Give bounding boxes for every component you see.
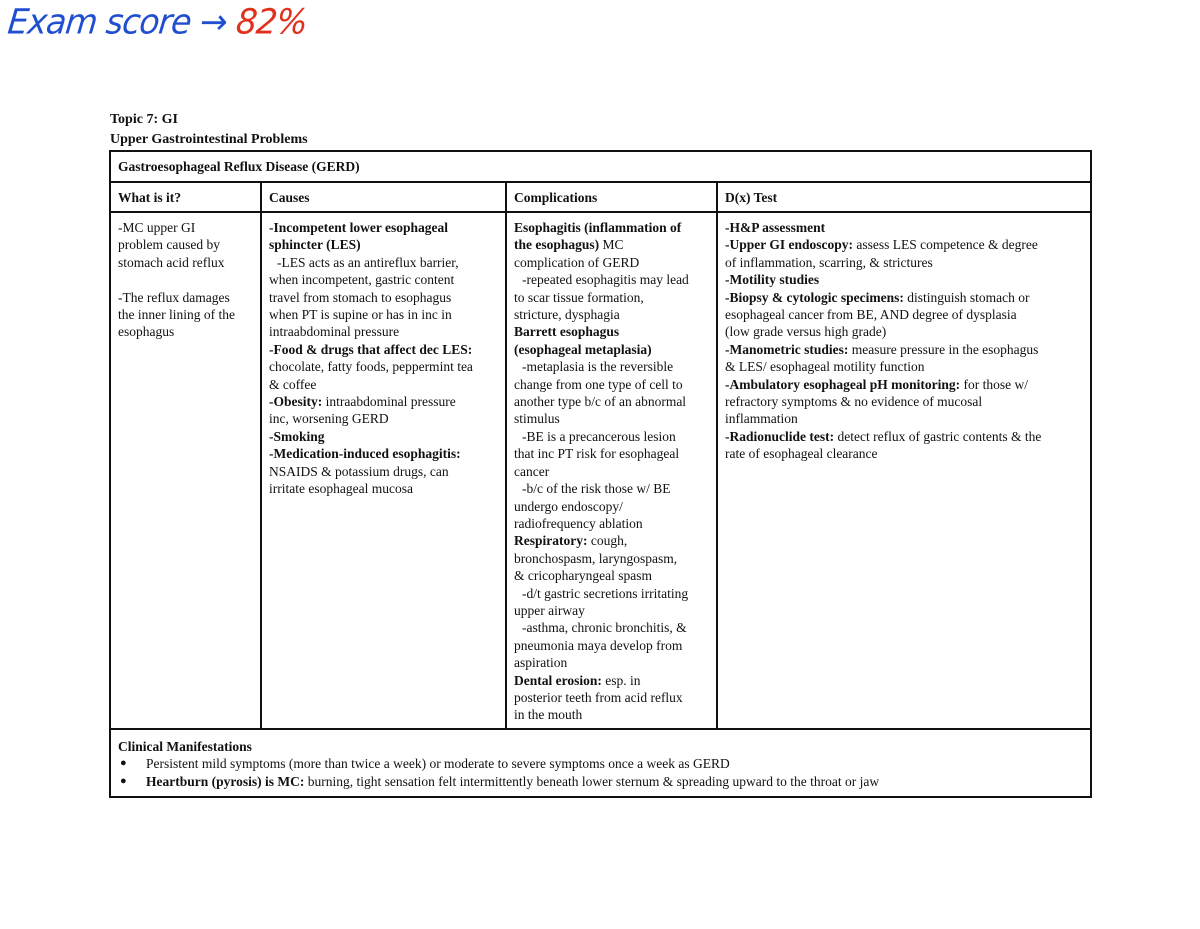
line-text: & coffee — [269, 376, 317, 392]
bold-term: -Manometric studies: — [725, 341, 849, 357]
line-text: for those w/ — [960, 376, 1029, 392]
line-text: esp. in — [601, 672, 641, 688]
column-header-what-is-it: What is it? — [110, 182, 261, 212]
cell-line — [514, 619, 710, 636]
cell-line — [269, 306, 499, 323]
bold-term: -Medication-induced esophagitis: — [269, 446, 461, 462]
line-text: -asthma, chronic bronchitis, & — [522, 620, 687, 636]
line-text: change from one type of cell to — [514, 376, 683, 392]
line-text: stomach acid reflux — [118, 254, 225, 270]
line-text: rate of esophageal clearance — [725, 446, 878, 462]
line-text: Persistent mild symptoms (more than twice a week) or moderate to severe symptoms once a week as GERD — [146, 756, 730, 772]
cell-line — [725, 445, 1084, 462]
line-text: posterior teeth from acid reflux — [514, 689, 683, 705]
line-text: intraabdominal pressure — [322, 394, 456, 410]
bold-term: the esophagus) — [514, 237, 600, 253]
line-text: NSAIDS & potassium drugs, can — [269, 463, 449, 479]
line-text: measure pressure in the esophagus — [848, 341, 1039, 357]
cell-line — [269, 254, 499, 271]
gerd-table — [109, 150, 1092, 798]
cell-line — [118, 306, 254, 323]
cell-line — [725, 376, 1084, 393]
line-text: cancer — [514, 463, 550, 479]
cell-line — [269, 463, 499, 480]
bold-term: (esophageal metaplasia) — [514, 341, 652, 357]
bold-term: sphincter (LES) — [269, 237, 361, 253]
line-text: intraabdominal pressure — [269, 324, 400, 340]
cell-line — [118, 271, 254, 288]
cell-line — [118, 323, 254, 340]
cell-line — [725, 289, 1084, 306]
line-text: in the mouth — [514, 707, 583, 723]
line-text: inflammation — [725, 411, 798, 427]
cell-line — [514, 498, 710, 515]
cell-line — [514, 706, 710, 723]
cell-line — [269, 358, 499, 375]
topic-heading: Topic 7: GI — [110, 112, 178, 127]
line-text: pneumonia maya develop from — [514, 637, 683, 653]
bold-term: Barrett esophagus — [514, 324, 620, 340]
cell-line — [514, 567, 710, 584]
line-text: irritate esophageal mucosa — [269, 481, 413, 497]
line-text: when incompetent, gastric content — [269, 272, 455, 288]
cell-line — [514, 376, 710, 393]
cell-line — [269, 480, 499, 497]
cell-line — [514, 236, 710, 253]
line-text: upper airway — [514, 602, 585, 618]
line-text: travel from stomach to esophagus — [269, 289, 452, 305]
cell-line — [725, 236, 1084, 253]
cell-line — [118, 254, 254, 271]
line-text: inc, worsening GERD — [269, 411, 389, 427]
bold-term: Heartburn (pyrosis) is MC: — [146, 773, 305, 789]
line-text: of inflammation, scarring, & strictures — [725, 254, 933, 270]
cell-line — [514, 393, 710, 410]
line-text: bronchospasm, laryngospasm, — [514, 550, 678, 566]
cell-line — [514, 410, 710, 427]
cell-dx-test — [717, 212, 1091, 729]
line-text: -repeated esophagitis may lead — [522, 272, 689, 288]
cell-line — [725, 306, 1084, 323]
cell-line — [514, 306, 710, 323]
line-text: problem caused by — [118, 237, 220, 253]
line-text: cough, — [587, 533, 628, 549]
cell-line — [269, 341, 499, 358]
cell-line — [725, 219, 1084, 236]
cell-line — [725, 271, 1084, 288]
line-text: the inner lining of the — [118, 307, 235, 323]
cell-line — [725, 358, 1084, 375]
line-text: detect reflux of gastric contents & the — [834, 428, 1042, 444]
cell-line — [514, 689, 710, 706]
cell-line — [269, 236, 499, 253]
cell-line — [118, 289, 254, 306]
line-text: & cricopharyngeal spasm — [514, 568, 652, 584]
line-text: that inc PT risk for esophageal — [514, 446, 680, 462]
cell-line — [514, 550, 710, 567]
cell-line — [514, 463, 710, 480]
line-text: -The reflux damages — [118, 289, 230, 305]
line-text: -metaplasia is the reversible — [522, 359, 674, 375]
column-header-causes: Causes — [261, 182, 506, 212]
cell-line — [725, 323, 1084, 340]
exam-score-value: 82% — [234, 1, 309, 42]
table-title: Gastroesophageal Reflux Disease (GERD) — [110, 151, 1091, 182]
cell-line — [269, 219, 499, 236]
clinical-manifestations-title: Clinical Manifestations — [118, 739, 252, 754]
line-text: aspiration — [514, 655, 568, 671]
bold-term: -Ambulatory esophageal pH monitoring: — [725, 376, 961, 392]
exam-score-annotation — [6, 1, 309, 43]
cell-what-is-it — [110, 212, 261, 729]
line-text: esophageal cancer from BE, AND degree of dysplasia — [725, 307, 1017, 323]
cell-line — [725, 254, 1084, 271]
cell-causes — [261, 212, 506, 729]
cell-line — [725, 410, 1084, 427]
cell-line — [514, 637, 710, 654]
line-text: chocolate, fatty foods, peppermint tea — [269, 359, 473, 375]
line-text: esophagus — [118, 324, 175, 340]
clinical-manifestations-section — [110, 729, 1091, 797]
cell-line — [514, 289, 710, 306]
cell-line — [725, 393, 1084, 410]
cell-line — [269, 323, 499, 340]
bold-term: -Obesity: — [269, 394, 323, 410]
cell-line — [514, 602, 710, 619]
column-header-dx-test: D(x) Test — [717, 182, 1091, 212]
cell-line — [514, 532, 710, 549]
exam-score-label: Exam score — [5, 1, 193, 42]
cell-line — [269, 376, 499, 393]
cell-line — [514, 480, 710, 497]
bold-term: -Radionuclide test: — [725, 428, 835, 444]
cell-line — [269, 410, 499, 427]
bold-term: Esophagitis (inflammation of — [514, 220, 682, 235]
cell-line — [269, 428, 499, 445]
column-header-complications: Complications — [506, 182, 717, 212]
cell-line — [514, 219, 710, 236]
line-text: assess LES competence & degree — [853, 237, 1038, 253]
cell-line — [118, 219, 254, 236]
cell-line — [269, 445, 499, 462]
arrow-icon: → — [198, 1, 230, 42]
bold-term: -Biopsy & cytologic specimens: — [725, 289, 904, 305]
cell-line — [269, 393, 499, 410]
bold-term: -Smoking — [269, 428, 325, 444]
cell-line — [725, 428, 1084, 445]
cell-line — [514, 358, 710, 375]
line-text: radiofrequency ablation — [514, 515, 643, 531]
cell-line — [514, 445, 710, 462]
cell-line — [725, 341, 1084, 358]
line-text: stimulus — [514, 411, 560, 427]
line-text: MC — [599, 237, 624, 253]
bold-term: -H&P assessment — [725, 220, 826, 235]
line-text: -d/t gastric secretions irritating — [522, 585, 689, 601]
line-text: (low grade versus high grade) — [725, 324, 887, 340]
line-text: another type b/c of an abnormal — [514, 394, 687, 410]
line-text: -MC upper GI — [118, 220, 196, 235]
cell-line — [514, 341, 710, 358]
line-text: to scar tissue formation, — [514, 289, 644, 305]
cell-line — [514, 672, 710, 689]
cell-line — [269, 271, 499, 288]
cell-line — [118, 236, 254, 253]
line-text: & LES/ esophageal motility function — [725, 359, 925, 375]
bold-term: -Motility studies — [725, 272, 820, 288]
line-text: -BE is a precancerous lesion — [522, 428, 676, 444]
cell-line — [514, 428, 710, 445]
cell-line — [514, 654, 710, 671]
cell-line — [269, 289, 499, 306]
line-text: -b/c of the risk those w/ BE — [522, 481, 671, 497]
cell-line — [514, 515, 710, 532]
cell-complications — [506, 212, 717, 729]
line-text: complication of GERD — [514, 254, 640, 270]
cell-line — [514, 323, 710, 340]
line-text: burning, tight sensation felt intermittently beneath lower sternum & spreading upward to the throat or jaw — [304, 773, 880, 789]
bold-term: Respiratory: — [514, 533, 588, 549]
bold-term: -Upper GI endoscopy: — [725, 237, 854, 253]
bold-term: -Food & drugs that affect dec LES: — [269, 341, 473, 357]
clinical-manifestation-item — [146, 755, 1084, 772]
cell-line — [514, 271, 710, 288]
cell-line — [514, 585, 710, 602]
line-text: refractory symptoms & no evidence of mucosal — [725, 394, 983, 410]
line-text: stricture, dysphagia — [514, 307, 620, 323]
line-text: distinguish stomach or — [903, 289, 1030, 305]
line-text: -LES acts as an antireflux barrier, — [277, 254, 459, 270]
bold-term: -Incompetent lower esophageal — [269, 220, 448, 235]
clinical-manifestations-list — [118, 755, 1084, 790]
line-text: when PT is supine or has in inc in — [269, 307, 452, 323]
line-text: undergo endoscopy/ — [514, 498, 623, 514]
cell-line — [514, 254, 710, 271]
bold-term: Dental erosion: — [514, 672, 602, 688]
section-heading: Upper Gastrointestinal Problems — [110, 132, 308, 147]
clinical-manifestation-item — [146, 773, 1084, 790]
